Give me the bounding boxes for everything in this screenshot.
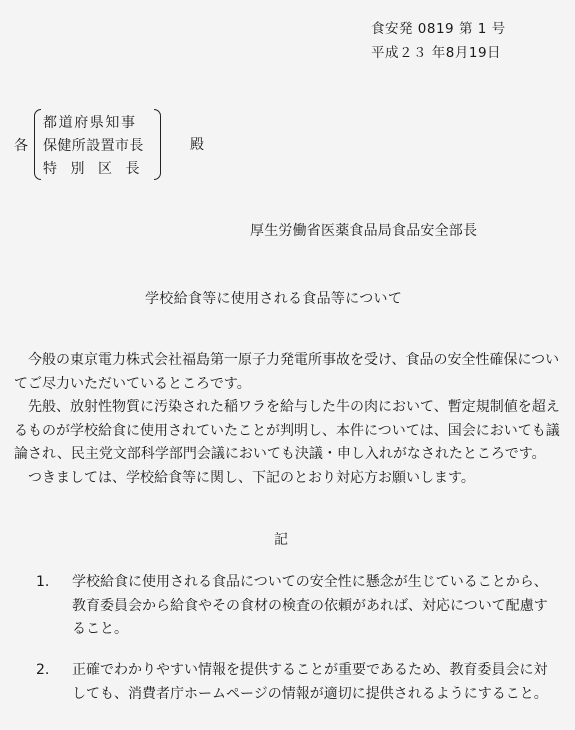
addressee-line-city-mayor: 保健所設置市長 <box>43 138 144 154</box>
addressee-block <box>34 109 161 180</box>
body-paragraph: 今般の東京電力株式会社福島第一原子力発電所事故を受け、食品の安全性確保についてご尽力いただいているところです。 <box>14 352 560 392</box>
right-bracket <box>154 109 161 180</box>
document-date: 平成２３ 年8月19日 <box>371 45 502 61</box>
body-paragraph: 先般、放射性物質に汚染された稲ワラを給与した牛の肉において、暫定規制値を超えるものが学校給食に使用されていたことが判明し、本件については、国会においても議論され、民主党文部科学部門会議においても決議・申し入れがなされたところです。 <box>14 399 560 462</box>
sender: 厚生労働省医薬食品局食品安全部長 <box>250 223 478 239</box>
left-bracket <box>34 109 41 180</box>
item-number: 2. <box>36 662 50 678</box>
ki-heading: 記 <box>274 532 288 548</box>
list-item <box>36 571 556 642</box>
item-text: 学校給食に使用される食品についての安全性に懸念が生じていることから、教育委員会から給食やその食材の検査の依頼があれば、対応について配慮すること。 <box>72 574 548 637</box>
addressee-prefix: 各 <box>14 138 28 154</box>
addressee-line-ward-mayor: 特別区長 <box>43 161 153 177</box>
item-number: 1. <box>36 574 50 590</box>
addressee-line-prefectural-governor: 都道府県知事 <box>43 115 137 131</box>
document-number: 食安発 0819 第 1 号 <box>371 21 506 37</box>
subject-title: 学校給食等に使用される食品等について <box>145 291 403 307</box>
body-text <box>14 349 566 490</box>
honorific: 殿 <box>190 137 204 153</box>
body-paragraph: つきましては、学校給食等に関し、下記のとおり対応方お願いします。 <box>28 469 475 486</box>
list-item <box>36 659 556 706</box>
item-text: 正確でわかりやすい情報を提供することが重要であるため、教育委員会に対しても、消費者庁ホームページの情報が適切に提供されるようにすること。 <box>72 662 548 702</box>
